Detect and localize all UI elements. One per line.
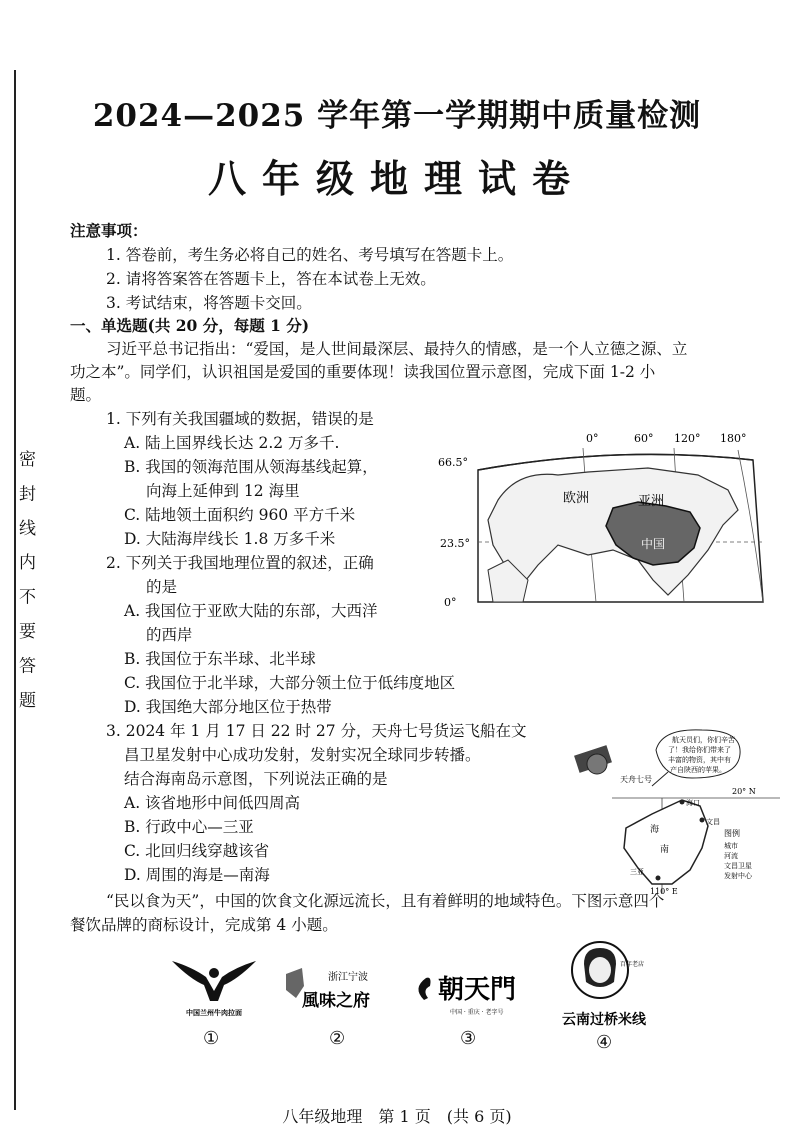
q1-option-b: B. 我国的领海范围从领海基线起算， bbox=[124, 458, 378, 476]
logo-ningbo-flavor bbox=[282, 960, 394, 1024]
q3-option-d: D. 周围的海是—南海 bbox=[124, 866, 270, 884]
lat-665-label: 66.5° bbox=[438, 456, 468, 469]
logo-lanzhou-noodle bbox=[168, 955, 260, 1021]
notes-heading: 注意事项： bbox=[70, 221, 148, 240]
legend-item: 城市 bbox=[724, 842, 738, 850]
intro-line: 习近平总书记指出：“爱国，是人世间最深层、最持久的情感，是一个人立德之源、立 bbox=[106, 340, 688, 358]
island-char: 海 bbox=[650, 825, 660, 835]
legend-item: 发射中心 bbox=[724, 872, 752, 880]
question-1-stem: 1. 下列有关我国疆域的数据，错误的是 bbox=[106, 410, 374, 428]
speech-line: 丰富的物资，其中有 bbox=[668, 756, 731, 764]
hainan-map bbox=[572, 728, 784, 900]
question-2-stem: 2. 下列关于我国地理位置的叙述，正确 bbox=[106, 554, 374, 572]
logo3-sub: 中国 · 重庆 · 老字号 bbox=[450, 1009, 504, 1016]
speech-line: 航天员们，你们辛苦 bbox=[672, 736, 735, 744]
q1-option-c: C. 陆地领土面积约 960 平方千米 bbox=[124, 506, 356, 524]
q2-option-d: D. 我国绝大部分地区位于热带 bbox=[124, 698, 332, 716]
logo-number-3: ③ bbox=[460, 1028, 477, 1049]
notes-item: 2. 请将答案答在答题卡上，答在本试卷上无效。 bbox=[106, 270, 436, 288]
logo4-badge: 百年老店 bbox=[620, 961, 645, 968]
china-label: 中国 bbox=[641, 537, 666, 551]
notes-item: 1. 答卷前，考生务必将自己的姓名、考号填写在答题卡上。 bbox=[106, 246, 514, 264]
lon-0-label: 0° bbox=[586, 432, 599, 445]
logo-number-4: ④ bbox=[596, 1032, 613, 1053]
q1-option-b-cont: 向海上延伸到 12 海里 bbox=[146, 482, 300, 500]
q4-intro-line: 餐饮品牌的商标设计，完成第 4 小题。 bbox=[70, 916, 338, 934]
logo-number-1: ① bbox=[203, 1028, 220, 1049]
lat-235-label: 23.5° bbox=[440, 537, 470, 550]
exam-title: 2024—2025 学年第一学期期中质量检测 bbox=[92, 98, 702, 134]
lat-0-label: 0° bbox=[444, 596, 457, 609]
sanya-label: 三亚 bbox=[630, 868, 644, 876]
binding-notice: 密 封 线 内 不 要 答 题 bbox=[15, 450, 35, 714]
logo-number-2: ② bbox=[329, 1028, 346, 1049]
q3-option-c: C. 北回归线穿越该省 bbox=[124, 842, 270, 860]
notes-item: 3. 考试结束，将答题卡交回。 bbox=[106, 294, 312, 312]
lat-20n-label: 20° N bbox=[732, 787, 756, 796]
page-footer: 八年级地理 第 1 页 (共 6 页) bbox=[282, 1107, 512, 1126]
q2-option-b: B. 我国位于东半球、北半球 bbox=[124, 650, 316, 668]
wenchang-label: 文昌 bbox=[706, 818, 720, 826]
q2-option-c: C. 我国位于北半球，大部分领土位于低纬度地区 bbox=[124, 674, 456, 692]
haikou-label: 海口 bbox=[686, 799, 700, 807]
island-char: 南 bbox=[660, 845, 670, 855]
logo2-main: 風味之府 bbox=[302, 991, 370, 1011]
q2-option-a: A. 我国位于亚欧大陆的东部，大西洋 bbox=[124, 602, 378, 620]
q4-intro-line: “民以食为天”，中国的饮食文化源远流长，且有着鲜明的地域特色。下图示意四个 bbox=[106, 892, 665, 910]
speech-line: 了！我给你们带来了 bbox=[668, 746, 731, 754]
speech-line: 产自陕西的苹果。 bbox=[670, 766, 726, 774]
intro-line: 题。 bbox=[70, 386, 102, 404]
q3-option-b: B. 行政中心—三亚 bbox=[124, 818, 254, 836]
question-3-stem: 3. 2024 年 1 月 17 日 22 时 27 分，天舟七号货运飞船在文 bbox=[106, 722, 527, 740]
lon-110e-label: 110° E bbox=[650, 887, 678, 896]
lon-60-label: 60° bbox=[634, 432, 654, 445]
logo2-top: 浙江宁波 bbox=[328, 972, 368, 983]
intro-line: 功之本”。同学们，认识祖国是爱国的重要体现！读我国位置示意图，完成下面 1-2 小 bbox=[70, 363, 656, 381]
logo3-main: 朝天門 bbox=[438, 975, 517, 1005]
legend-item: 文昌卫星 bbox=[724, 862, 752, 870]
q1-option-a: A. 陆上国界线长达 2.2 万多千. bbox=[124, 434, 340, 452]
asia-label: 亚洲 bbox=[638, 494, 665, 509]
section-heading: 一、单选题(共 20 分，每题 1 分) bbox=[70, 316, 310, 335]
lon-120-label: 120° bbox=[674, 432, 701, 445]
question-2-stem-cont: 的是 bbox=[146, 578, 178, 596]
lon-180-label: 180° bbox=[720, 432, 747, 445]
legend-title: 图例 bbox=[724, 829, 740, 838]
question-3-stem-cont: 结合海南岛示意图，下列说法正确的是 bbox=[124, 770, 388, 788]
europe-label: 欧洲 bbox=[563, 491, 590, 506]
spacecraft-icon bbox=[587, 754, 607, 774]
logo-yunnan-noodle bbox=[538, 938, 678, 1030]
q1-option-d: D. 大陆海岸线长 1.8 万多千米 bbox=[124, 530, 336, 548]
paper-title: 八年级地理试卷 bbox=[207, 156, 586, 201]
china-location-map bbox=[438, 430, 778, 610]
logo-chaotianmen bbox=[410, 960, 540, 1022]
logo1-text: 中国兰州牛肉拉面 bbox=[186, 1008, 242, 1017]
q3-option-a: A. 该省地形中间低四周高 bbox=[124, 794, 301, 812]
q2-option-a-cont: 的西岸 bbox=[146, 626, 193, 644]
logo4-main: 云南过桥米线 bbox=[562, 1012, 646, 1028]
craft-label: 天舟七号 bbox=[620, 775, 652, 784]
legend-item: 河流 bbox=[724, 852, 738, 860]
question-3-stem-cont: 昌卫星发射中心成功发射，发射实况全球同步转播。 bbox=[124, 746, 481, 764]
